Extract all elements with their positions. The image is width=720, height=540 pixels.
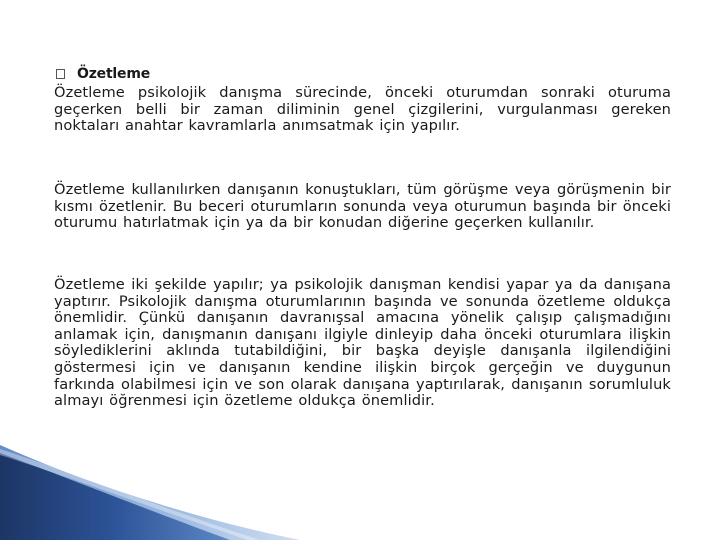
paragraph-text: Özetleme iki şekilde yapılır; ya psikolojik danışman kendisi yapar ya da danışana yaptırır. Psikolojik danışma oturumlarının başında ve sonunda özetleme oldukça önemlidir. Çünkü danışanın davranışsal amacına yönelik çalışıp çalışmadığını anlamak için, danışmanın danışanı ilgiyle dinleyip daha önceki oturumlara ilişkin söylediklerini aklında tutabildiğini, bir başka deyişle danışanla ilgilendiğini göstermesi için ve danışanın kendine ilişkin birçok gerçeğin ve duygunun farkında olabilmesi için ve son olarak danışana yaptırılarak, danışanın sorumluluk almayı öğrenmesi için özetleme oldukça önemlidir. (54, 276, 671, 410)
section-heading-row (54, 66, 150, 82)
section-heading: Özetleme (77, 66, 151, 82)
slide-decoration-waves (0, 445, 720, 540)
paragraph-1 (54, 85, 671, 135)
paragraph-text: Özetleme kullanılırken danışanın konuştukları, tüm görüşme veya görüşmenin bir kısmı özetlenir. Bu beceri oturumların sonunda veya oturumun başında bir önceki oturumu hatırlatmak için ya da bir konudan diğerine geçerken kullanılır. (54, 181, 671, 232)
paragraph-2 (54, 182, 671, 232)
paragraph-3 (54, 277, 671, 410)
paragraph-text: Özetleme psikolojik danışma sürecinde, önceki oturumdan sonraki oturuma geçerken belli bir zaman diliminin genel çizgilerini, vurgulanması gereken noktaları anahtar kavramlarla anımsatmak için yapılır. (54, 84, 671, 135)
square-bullet-icon (56, 69, 65, 79)
